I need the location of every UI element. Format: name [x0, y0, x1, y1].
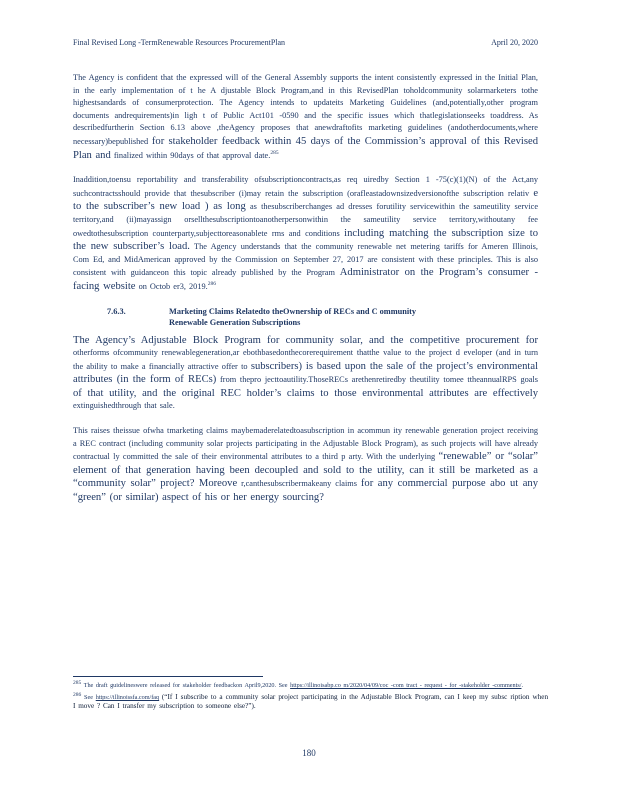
- page-body: [73, 72, 538, 517]
- header-date: April 20, 2020: [491, 38, 538, 47]
- paragraph-text: for stakeholder feedback within 45 days of the Commission’s approval of this Revised Plan and: [73, 135, 538, 161]
- footnote-285: [73, 681, 548, 690]
- footnote-mark: 286: [73, 691, 82, 698]
- section-title-line-2: Renewable Generation Subscriptions: [169, 318, 301, 327]
- paragraph-text: This raises theissue ofwha tmarketing claims maybemaderelatedtoasubscription in acommun ity renewable generation project receiving a REC contract (including community solar projects participating in the Adjustable Block Program), as such projects will have already contractual ly committed the sale of their environmental attributes to a third p arty. With the underlying: [73, 426, 538, 462]
- page-number: 180: [302, 748, 316, 758]
- footnote-text: See: [84, 694, 93, 701]
- paragraph-text: The Agency understands that the community renewable net metering tariffs for Ameren Illinois, Com Ed, and MidAmerican approved by the Commission on September 27, 2017 are consistent with these principles. This is also consistent with guidanceon this topic already published by the Program: [73, 242, 538, 278]
- paragraph-text: for any commercial purpose abo ut any “green” (or similar) aspect of his or her energy sourcing?: [73, 478, 539, 504]
- paragraph-text: otherforms ofcommunity renewablegeneration,ar ebothbasedonthecorerequirement thatthe value to the project d eveloper (and in turn the ability to make a financially attractive offer to: [73, 348, 538, 371]
- footnote-link[interactable]: https://illinoissfa.com/faq: [95, 694, 160, 701]
- footnote-text: .: [521, 682, 524, 689]
- paragraph-text: subscribers) is based upon the sale of the project’s environmental attributes (in the form of RECs): [73, 360, 539, 386]
- paragraph-text: The Agency’s Adjustable Block Program for community solar, and the competitive procurement for: [73, 334, 538, 346]
- paragraph-text: it still be marketed as a “community solar” project? Moreove: [73, 464, 539, 490]
- paragraph-text: Administrator on the Program’s consumer -facing website: [73, 267, 539, 292]
- footnote-ref-286[interactable]: 286: [207, 281, 216, 288]
- section-heading-7-6-3: [73, 306, 538, 329]
- paragraph-agency-confident: [73, 72, 538, 162]
- paragraph-marketing-claims: [73, 425, 538, 505]
- paragraph-text: including matching the subscription size to the new subscriber’s load.: [73, 227, 539, 253]
- footnote-quote: (“If I subscribe to a community solar project participating in the Adjustable Block Program, can I keep: [161, 693, 477, 701]
- paragraph-text: on Octob er3, 2019.: [138, 281, 208, 291]
- paragraph-adjustable-block: [73, 334, 538, 414]
- header-document-title: Final Revised Long -TermRenewable Resources ProcurementPlan: [73, 38, 286, 47]
- footnote-ref-285[interactable]: 285: [270, 149, 279, 156]
- paragraph-text: finalized within 90days of that approval date.: [113, 150, 271, 160]
- paragraph-text: from thepro jecttoautility.ThoseRECs arethenretiredby theutility tomee ttheannualRPS goals: [220, 375, 538, 385]
- paragraph-text: e to the subscriber’s new load ) as long: [73, 187, 539, 213]
- paragraph-text: as thesubscriberchanges ad dresses forutility servicewithin the sameutility service territory,and (ii)mayassign orsellthesubscriptiontoanotherpersonwithin the sameutility service territory,withoutany fee owedtothesubscription counterparty,subjecttoreasonablete rms and conditions: [73, 202, 539, 238]
- paragraph-text: r,canthesubscribermakeany claims: [241, 479, 357, 489]
- footnote-divider: [73, 676, 263, 677]
- footnote-mark: 285: [73, 679, 82, 686]
- paragraph-text: The Agency is confident that the expressed will of the General Assembly supports the intent consistently expressed in the Initial Plan, in the early implementation of t he A djustable Block Program,and in this RevisedPlan toholdcommunity solarmarketers tothe highestsandards of consumerprotection. The Agency intends to updateits Marketing Guidelines (and,potentially,other program documents andrequirements)in ligh t of Public Act101 -0590 and the specific issues which thatlegislationseeks toaddress. As describedfurtherin Section 6.13 above ,theAgency proposes that anewdraftofits marketing guidelines (andotherdocuments,where necessary)bepublished: [73, 73, 538, 146]
- footnote-286: [73, 693, 548, 711]
- paragraph-text: extinguishedthrough that sale.: [73, 401, 175, 411]
- paragraph-text: Inaddition,toensu reportability and transferability ofsubscriptioncontracts,as req uiredby Section 1 -75(c)(1)(N) of the Act,any suchcontractsshould provide that thesubscriber (i)may retain the subscription (orafleastadownsizedversionofthe subscription relativ: [73, 175, 538, 198]
- footnote-text: The draft guidelineswere released for stakeholder feedbackon April9,2020. See: [83, 682, 288, 689]
- page-header: [73, 38, 538, 50]
- section-title-line-1: Marketing Claims Relatedto theOwnership of RECs and C ommunity: [169, 306, 417, 316]
- paragraph-text: of that utility, and the original REC holder’s claims to those environmental attributes are effectively: [73, 387, 538, 399]
- footnote-quote: my subsc ription when I move ? Can I transfer my subscription to someone else?”).: [73, 693, 549, 710]
- footnote-link[interactable]: https://illinoisabp.co m/2020/04/09/coc -com tract - request - for -stakeholder -comments/: [290, 682, 522, 689]
- section-number: 7.6.3.: [107, 306, 126, 316]
- paragraph-reportability: [73, 174, 538, 293]
- paragraph-text: “renewable” or “solar” element of that generation having been decoupled and sold to the utility, can: [73, 451, 539, 476]
- footnotes: [73, 676, 548, 714]
